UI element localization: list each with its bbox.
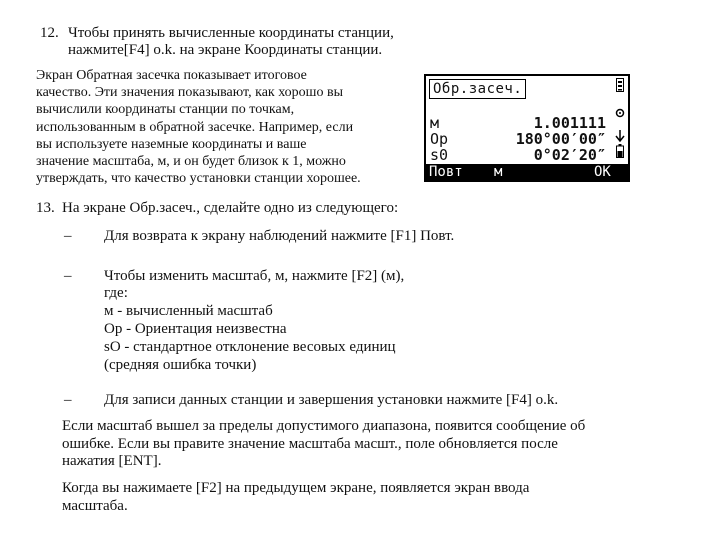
paragraph-line: Когда вы нажимаете [F2] на предыдущем экране, появляется экран ввода <box>62 480 530 496</box>
paragraph-line: использованным в обратной засечке. Например, если <box>36 119 354 135</box>
dash-bullet: – <box>64 392 72 408</box>
settings-icon <box>614 108 626 121</box>
scale-label: м <box>430 114 440 132</box>
signal-icon <box>614 78 626 95</box>
battery-icon <box>614 144 626 161</box>
paragraph-line: вычислили координаты станции по точкам, <box>36 102 295 118</box>
paragraph-line: вы используете наземные координаты и ваше <box>36 136 307 152</box>
screen-title: Обр.засеч. <box>429 79 526 99</box>
softkey-f4-ok[interactable]: OK <box>594 164 611 180</box>
paragraph-line: Экран Обратная засечка показывает итоговое <box>36 68 307 83</box>
step-12-line-2: нажмите[F4] o.k. на экране Координаты станции. <box>68 42 383 58</box>
step-13-text: На экране Обр.засеч., сделайте одно из следующего: <box>62 200 399 216</box>
instrument-screen <box>424 74 630 182</box>
scale-input-paragraph <box>62 480 529 515</box>
scale-error-paragraph <box>62 418 585 471</box>
definition-line: sO - стандартное отклонение весовых единиц <box>104 339 396 355</box>
step-12-number: 12. <box>40 25 59 41</box>
definition-line: м - вычисленный масштаб <box>104 303 273 319</box>
softkey-f1-repeat[interactable]: Повт <box>429 164 463 180</box>
std-dev-label: s0 <box>430 146 449 164</box>
definition-line: Op - Ориентация неизвестна <box>104 321 287 337</box>
definition-line: (средняя ошибка точки) <box>104 357 257 373</box>
step-12-line-1: Чтобы принять вычисленные координаты станции, <box>68 25 394 41</box>
paragraph-line: значение масштаба, м, и он будет близок к 1, можно <box>36 153 346 169</box>
definition-line: где: <box>104 285 128 301</box>
orientation-value: 180°00′00″ <box>515 130 606 148</box>
option-change-scale-text: Чтобы изменить масштаб, м, нажмите [F2] (м), <box>104 268 405 284</box>
paragraph-line: масштаба. <box>62 497 128 514</box>
softkey-f2-scale[interactable]: м <box>494 164 503 180</box>
paragraph-line: ошибке. Если вы правите значение масштаба масшт., поле обновляется после <box>62 435 558 452</box>
orientation-row <box>430 131 606 147</box>
option-save-station-text: Для записи данных станции и завершения установки нажмите [F4] o.k. <box>104 392 559 408</box>
softkey-bar <box>426 164 628 180</box>
arrow-down-icon <box>614 130 626 145</box>
paragraph-line: Если масштаб вышел за пределы допустимого диапазона, появится сообщение об <box>62 418 586 434</box>
dash-bullet: – <box>64 268 72 284</box>
status-icons <box>614 78 626 162</box>
option-return-text: Для возврата к экрану наблюдений нажмите [F1] Повт. <box>104 228 455 244</box>
orientation-label: Op <box>430 130 449 148</box>
paragraph-line: утверждать, что качество установки станции хорошее. <box>36 171 361 187</box>
scale-definitions-list <box>104 285 396 375</box>
dash-bullet: – <box>64 228 72 244</box>
scale-value: 1.001111 <box>533 114 606 132</box>
step-13-number: 13. <box>36 200 55 216</box>
scale-row <box>430 115 606 131</box>
paragraph-line: нажатия [ENT]. <box>62 453 162 469</box>
paragraph-line: качество. Эти значения показывают, как хорошо вы <box>36 85 343 101</box>
resection-quality-paragraph <box>36 68 361 188</box>
std-dev-row <box>430 147 606 163</box>
std-dev-value: 0°02′20″ <box>533 146 606 164</box>
